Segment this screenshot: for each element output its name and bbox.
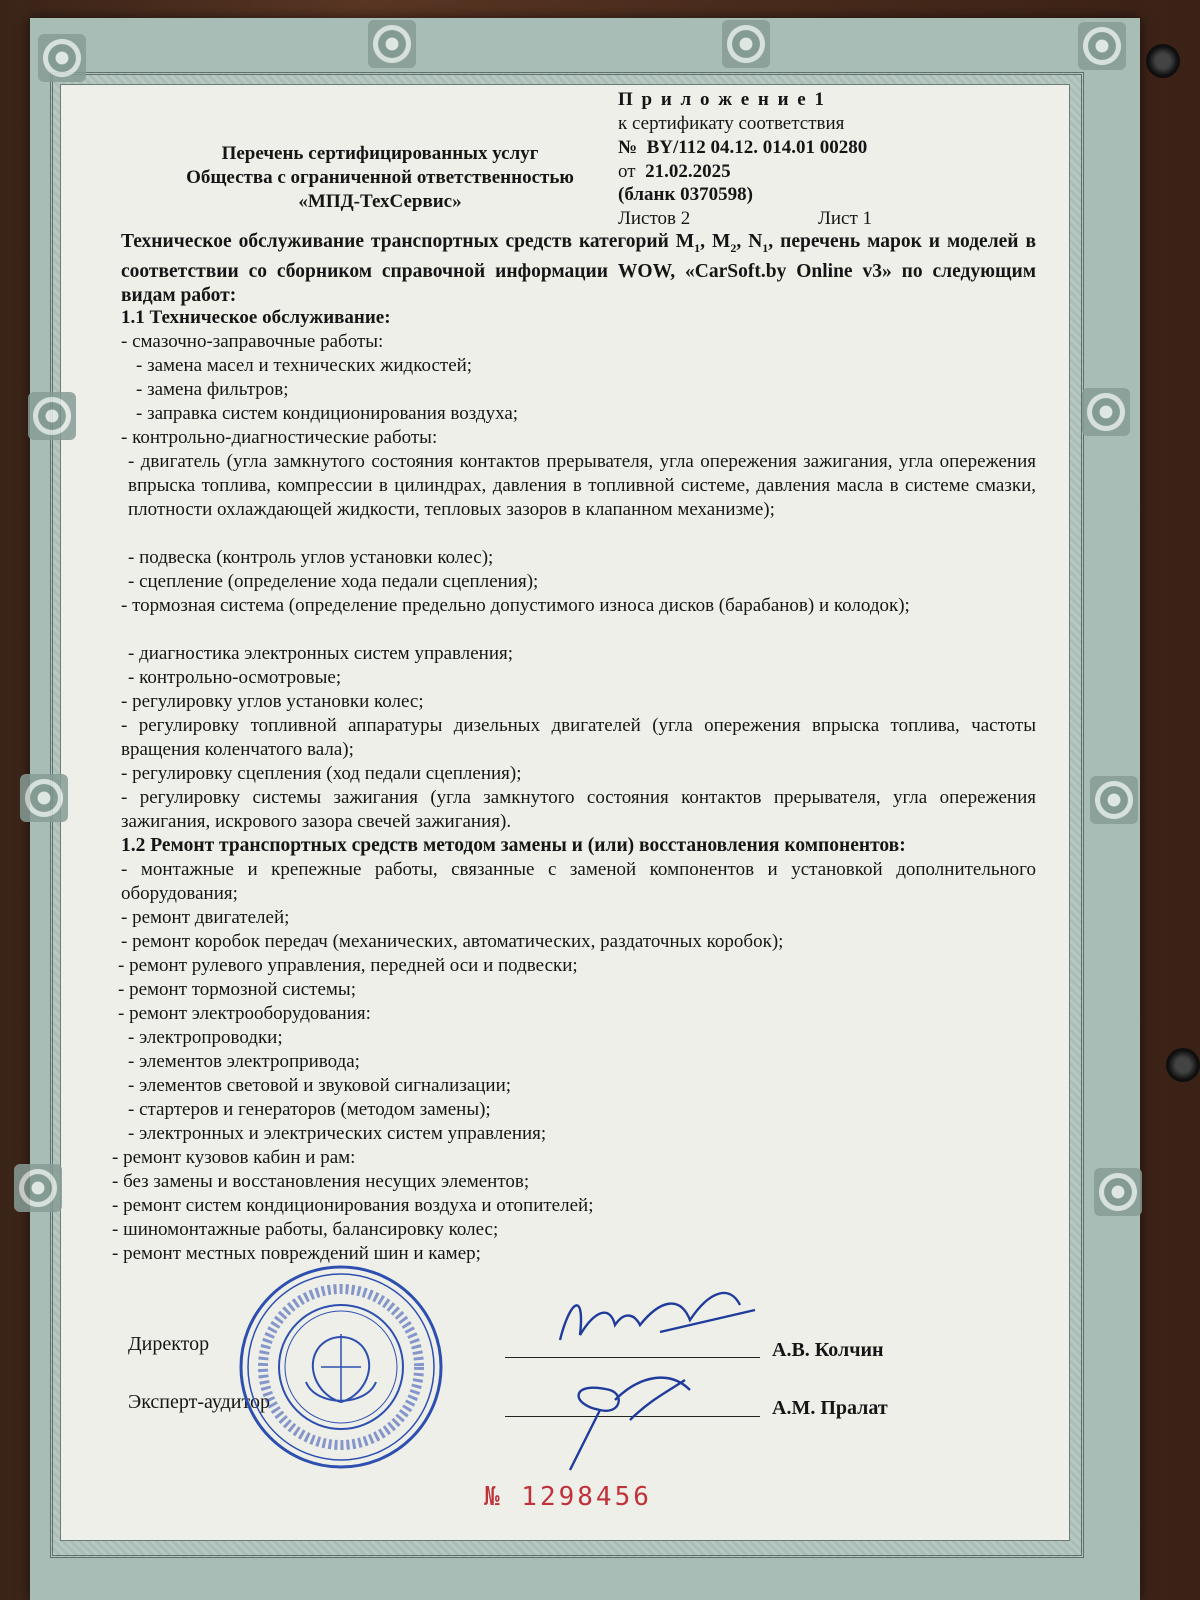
list-item: - заправка систем кондиционирования воздуха; [136, 403, 519, 424]
list-item: - ремонт местных повреждений шин и камер; [112, 1243, 481, 1264]
intro-paragraph: Техническое обслуживание транспортных средств категорий $M_1$, $M_2$, $N_1$, перечень марок и моделей в соответствии со сборником справочной информации WOW, «CarSoft.by Online v3» по следующим видам работ: [121, 231, 1037, 306]
list-item: - электропроводки; [128, 1027, 283, 1048]
list-item: - двигатель (угла замкнутого состояния контактов прерывателя, угла опережения зажигания, угла опережения впрыска топлива, компрессии в цилиндрах, давления в топливной системе, давления масла в системе смазки, плотности охлаждающей жидкости, тепловых зазоров в клапанном механизме); [128, 451, 1036, 520]
list-item: - тормозная система (определение предельно допустимого износа дисков (барабанов) и колодок); [121, 595, 910, 616]
title-line-3: «МПД-ТехСервис» [298, 191, 462, 212]
blank-number: (бланк 0370598) [618, 184, 753, 205]
director-name: А.В. Колчин [772, 1339, 884, 1361]
sheet-number: Лист 1 [818, 208, 873, 229]
title-line-2: Общества с ограниченной ответственностью [186, 167, 574, 188]
list-item: - элементов световой и звуковой сигнализации; [128, 1075, 512, 1096]
list-item: - замена масел и технических жидкостей; [136, 355, 473, 376]
section-heading: 1.2 Ремонт транспортных средств методом замены и (или) восстановления компонентов: [121, 835, 906, 856]
list-item: - подвеска (контроль углов установки колес); [128, 547, 494, 568]
director-label: Директор [128, 1333, 210, 1355]
expert-name: А.М. Пралат [772, 1397, 888, 1419]
appendix-title: П р и л о ж е н и е 1 [618, 89, 826, 110]
list-item: - элементов электропривода; [128, 1051, 360, 1072]
certificate-date: от 21.02.2025 [618, 161, 731, 182]
list-item: - электронных и электрических систем управления; [128, 1123, 547, 1144]
list-item: - замена фильтров; [136, 379, 289, 400]
list-item: - сцепление (определение хода педали сцепления); [128, 571, 539, 592]
list-item: - ремонт систем кондиционирования воздуха и отопителей; [112, 1195, 594, 1216]
list-item: - диагностика электронных систем управления; [128, 643, 514, 664]
list-item: - контрольно-диагностические работы: [121, 427, 438, 448]
certificate-ref-label: к сертификату соответствия [618, 113, 845, 134]
list-item: - ремонт электрооборудования: [118, 1003, 371, 1024]
blank-serial-number: № 1298456 [484, 1482, 652, 1512]
list-item: - без замены и восстановления несущих элементов; [112, 1171, 530, 1192]
list-item: - ремонт тормозной системы; [118, 979, 356, 1000]
list-item: - регулировку углов установки колес; [121, 691, 424, 712]
list-item: - стартеров и генераторов (методом замены); [128, 1099, 491, 1120]
list-item: - контрольно-осмотровые; [128, 667, 342, 688]
sheets-total: Листов 2 [618, 208, 691, 229]
list-item: - монтажные и крепежные работы, связанные с заменой компонентов и установкой дополнительного оборудования; [121, 859, 1036, 904]
director-signature [540, 1280, 770, 1370]
list-item: - ремонт кузовов кабин и рам: [112, 1147, 356, 1168]
list-item: - смазочно-заправочные работы: [121, 331, 384, 352]
title-line-1: Перечень сертифицированных услуг [221, 143, 539, 164]
list-item: - регулировку сцепления (ход педали сцепления); [121, 763, 522, 784]
official-seal-icon [236, 1262, 446, 1472]
list-item: - регулировку системы зажигания (угла замкнутого состояния контактов прерывателя, угла опережения зажигания, искрового зазора свечей зажигания). [121, 787, 1036, 832]
list-item: - ремонт двигателей; [121, 907, 290, 928]
list-item: - ремонт коробок передач (механических, автоматических, раздаточных коробок); [121, 931, 784, 952]
list-item: - регулировку топливной аппаратуры дизельных двигателей (угла опережения впрыска топлива, частоты вращения коленчатого вала); [121, 715, 1036, 760]
list-item: - шиномонтажные работы, балансировку колес; [112, 1219, 499, 1240]
list-item: - ремонт рулевого управления, передней оси и подвески; [118, 955, 578, 976]
expert-label: Эксперт-аудитор [128, 1391, 270, 1413]
section-heading: 1.1 Техническое обслуживание: [121, 307, 391, 328]
expert-signature [530, 1360, 720, 1480]
certificate-number: № BY/112 04.12. 014.01 00280 [618, 137, 868, 158]
